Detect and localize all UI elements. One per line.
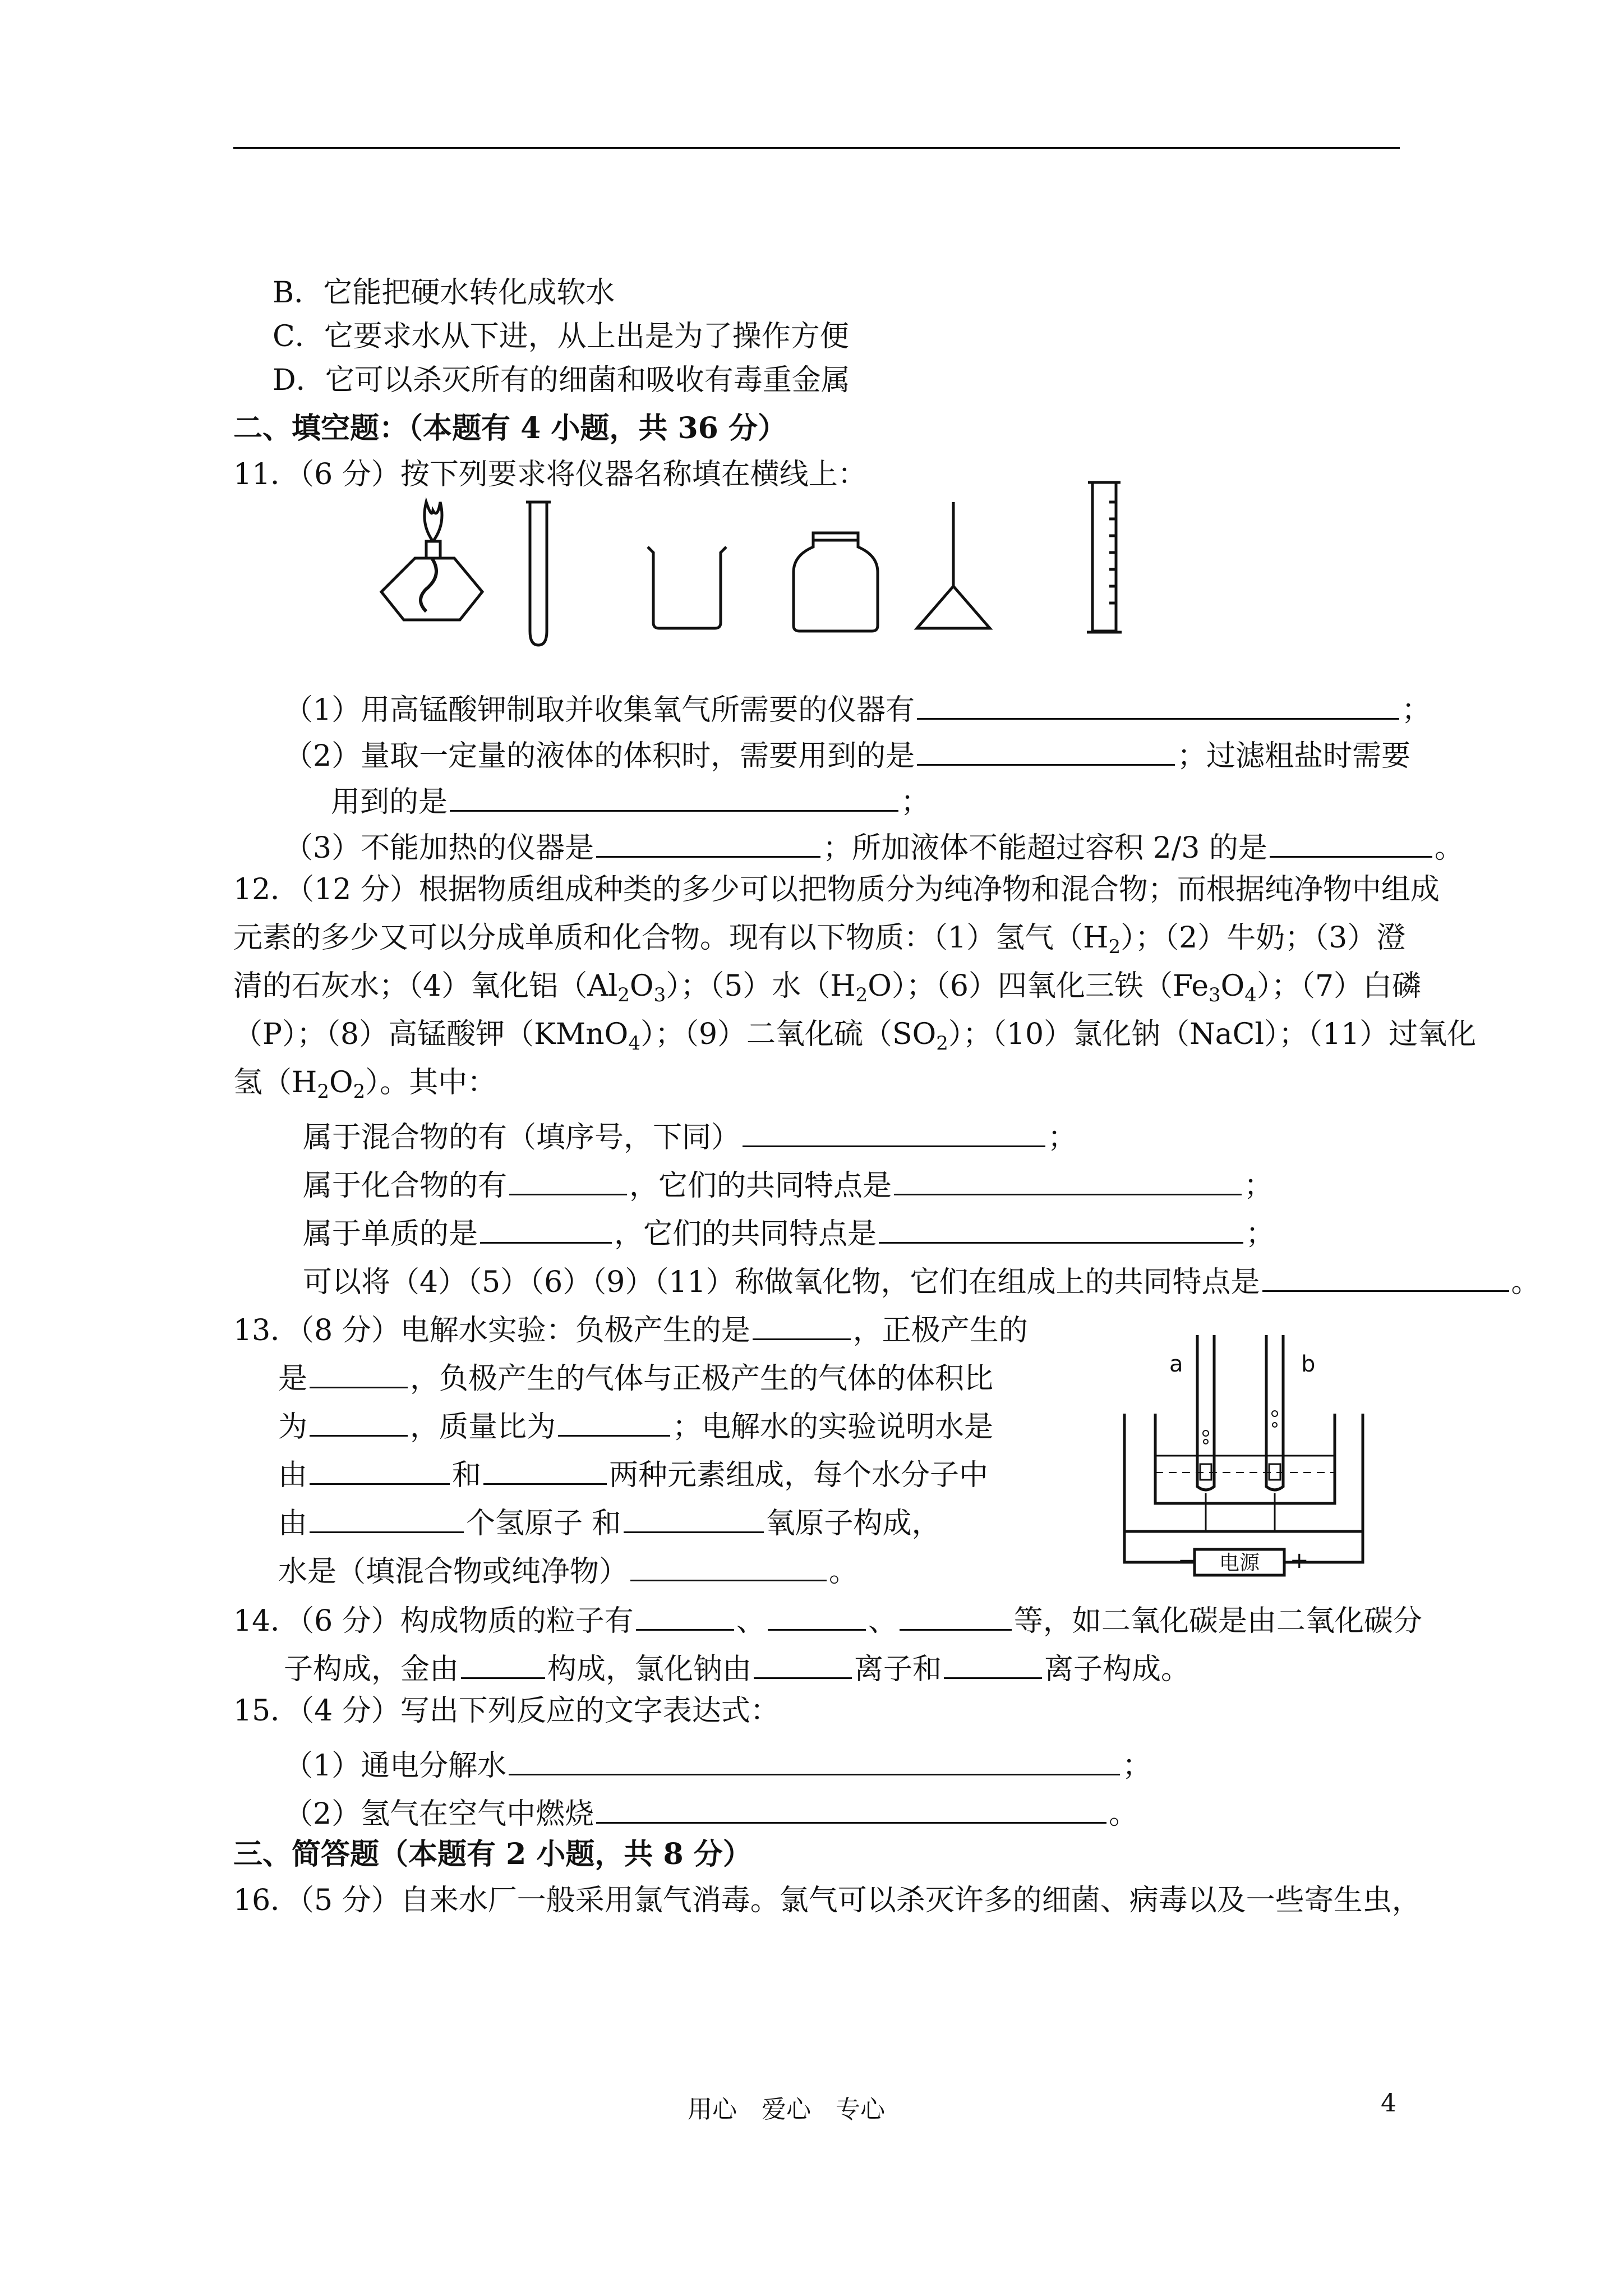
alcohol-lamp-icon (381, 502, 482, 620)
q12-oxides: 可以将（4）（5）（6）（9）（11）称做氧化物，它们在组成上的共同特点是 。 (303, 1261, 1541, 1297)
q15-part2: （2）氢气在空气中燃烧 。 (284, 1793, 1138, 1829)
q12-answer-blank-1[interactable] (743, 1116, 1045, 1147)
q11-stem: 11．（6 分）按下列要求将仪器名称填在横线上： (233, 458, 867, 491)
q14-line-1: 14．（6 分）构成物质的粒子有 、 、 等，如二氧化碳是由二氧化碳分 (233, 1600, 1422, 1636)
q12-answer-blank-4[interactable] (480, 1213, 612, 1244)
negative-terminal-label: − (1178, 1548, 1197, 1573)
q13-answer-blank-1[interactable] (753, 1309, 851, 1340)
q11-part2-cont: 用到的是 ； (331, 781, 930, 817)
q12-answer-blank-5[interactable] (879, 1213, 1243, 1244)
q12-line-1: 12．（12 分）根据物质组成种类的多少可以把物质分为纯净物和混合物；而根据纯净物中组成 (233, 873, 1440, 907)
q13-answer-blank-9[interactable] (630, 1550, 827, 1581)
q13-answer-blank-7[interactable] (310, 1502, 464, 1533)
q13-line-6: 水是（填混合物或纯净物） 。 (278, 1550, 858, 1586)
q15-part1: （1）通电分解水 ； (284, 1745, 1151, 1780)
option-d: D．它可以杀灭所有的细菌和吸收有毒重金属 (273, 364, 850, 397)
q11-part1: （1）用高锰酸钾制取并收集氧气所需要的仪器有 ； (284, 689, 1431, 725)
page-number: 4 (1381, 2089, 1396, 2118)
q14-answer-blank-3[interactable] (900, 1600, 1012, 1631)
q13-answer-blank-5[interactable] (310, 1454, 450, 1485)
test-tube-icon (526, 502, 551, 645)
q14-answer-blank-1[interactable] (636, 1600, 734, 1631)
q12-answer-blank-6[interactable] (1262, 1261, 1509, 1292)
q13-line-5: 由 个氢原子 和 氧原子构成， (278, 1502, 941, 1538)
q14-answer-blank-2[interactable] (768, 1600, 866, 1631)
q11-answer-blank-1[interactable] (917, 689, 1399, 720)
q12-line-5: 氢$(H_2O_2)$。其中： (233, 1066, 497, 1103)
tube-b-label: b (1301, 1351, 1316, 1377)
q11-answer-blank-2[interactable] (917, 735, 1175, 766)
q16-line-1: 16．（5 分）自来水厂一般采用氯气消毒。氯气可以杀灭许多的细菌、病毒以及一些寄生虫， (233, 1884, 1421, 1917)
beaker-icon (648, 547, 726, 628)
footer-motto: 用心 爱心 专心 (688, 2095, 885, 2124)
q12-answer-blank-2[interactable] (509, 1165, 627, 1195)
q13-line-1: 13．（8 分）电解水实验：负极产生的是 ，正极产生的 (233, 1309, 1028, 1345)
q12-answer-blank-3[interactable] (894, 1165, 1242, 1195)
q14-answer-blank-4[interactable] (461, 1648, 545, 1679)
wide-mouth-bottle-icon (794, 533, 878, 631)
q12-line-3: 清的石灰水；（4）氧化铝$(Al_2O_3)$；（5）水$(H_2O)$；（6）四氧化三铁$(Fe_3O_4)$；（7）白磷 (233, 969, 1422, 1006)
q15-answer-blank-2[interactable] (596, 1793, 1106, 1824)
q11-answer-blank-3[interactable] (450, 781, 898, 812)
q12-elements: 属于单质的是 ，它们的共同特点是 ； (303, 1213, 1275, 1249)
electrolysis-apparatus-figure (1122, 1329, 1385, 1575)
funnel-icon (917, 502, 990, 628)
q11-answer-blank-4[interactable] (596, 827, 820, 858)
option-b: B．它能把硬水转化成软水 (273, 276, 615, 310)
q13-line-2: 是 ，负极产生的气体与正极产生的气体的体积比 (278, 1358, 993, 1393)
q13-answer-blank-8[interactable] (624, 1502, 764, 1533)
power-supply-label: 电源 (1219, 1552, 1260, 1575)
section-2-title: 二、填空题：（本题有 4 小题，共 36 分） (233, 411, 787, 445)
q14-answer-blank-5[interactable] (754, 1648, 852, 1679)
q11-answer-blank-5[interactable] (1270, 827, 1432, 858)
q13-line-4: 由 和 两种元素组成，每个水分子中 (278, 1454, 988, 1490)
q12-line-4: （P）；（8）高锰酸钾（KMnO$_4$）；（9）二氧化硫$(SO_2)$；（10）氯化钠（NaCl）；（11）过氧化 (233, 1018, 1477, 1055)
q13-answer-blank-4[interactable] (558, 1406, 670, 1437)
q12-mixtures: 属于混合物的有（填序号，下同） ； (303, 1116, 1077, 1152)
option-c: C．它要求水从下进，从上出是为了操作方便 (273, 320, 849, 353)
q12-compounds: 属于化合物的有 ，它们的共同特点是 ； (303, 1165, 1273, 1200)
q15-stem: 15．（4 分）写出下列反应的文字表达式： (233, 1694, 780, 1728)
q15-answer-blank-1[interactable] (509, 1745, 1120, 1775)
q12-line-2: 元素的多少又可以分成单质和化合物。现有以下物质：（1）氢气$(H_2)$；（2）牛奶；（3）澄 (233, 921, 1406, 958)
q11-part2: （2）量取一定量的液体的体积时，需要用到的是 ；过滤粗盐时需要 (284, 735, 1410, 771)
header-rule (233, 147, 1400, 149)
q14-line-2: 子构成，金由 构成，氯化钠由 离子和 离子构成。 (284, 1648, 1190, 1684)
q13-answer-blank-3[interactable] (310, 1406, 408, 1437)
q14-answer-blank-6[interactable] (944, 1648, 1042, 1679)
section-3-title: 三、简答题（本题有 2 小题，共 8 分） (233, 1837, 752, 1871)
q13-line-3: 为 ，质量比为 ；电解水的实验说明水是 (278, 1406, 993, 1442)
q11-part3: （3）不能加热的仪器是 ；所加液体不能超过容积 2/3 的是 。 (284, 827, 1464, 863)
q13-answer-blank-6[interactable] (483, 1454, 607, 1485)
q11-apparatus-figure (370, 480, 1144, 659)
q13-answer-blank-2[interactable] (310, 1358, 408, 1388)
tube-a-label: a (1169, 1351, 1183, 1377)
graduated-cylinder-icon (1087, 482, 1122, 632)
positive-terminal-label: + (1290, 1548, 1309, 1573)
